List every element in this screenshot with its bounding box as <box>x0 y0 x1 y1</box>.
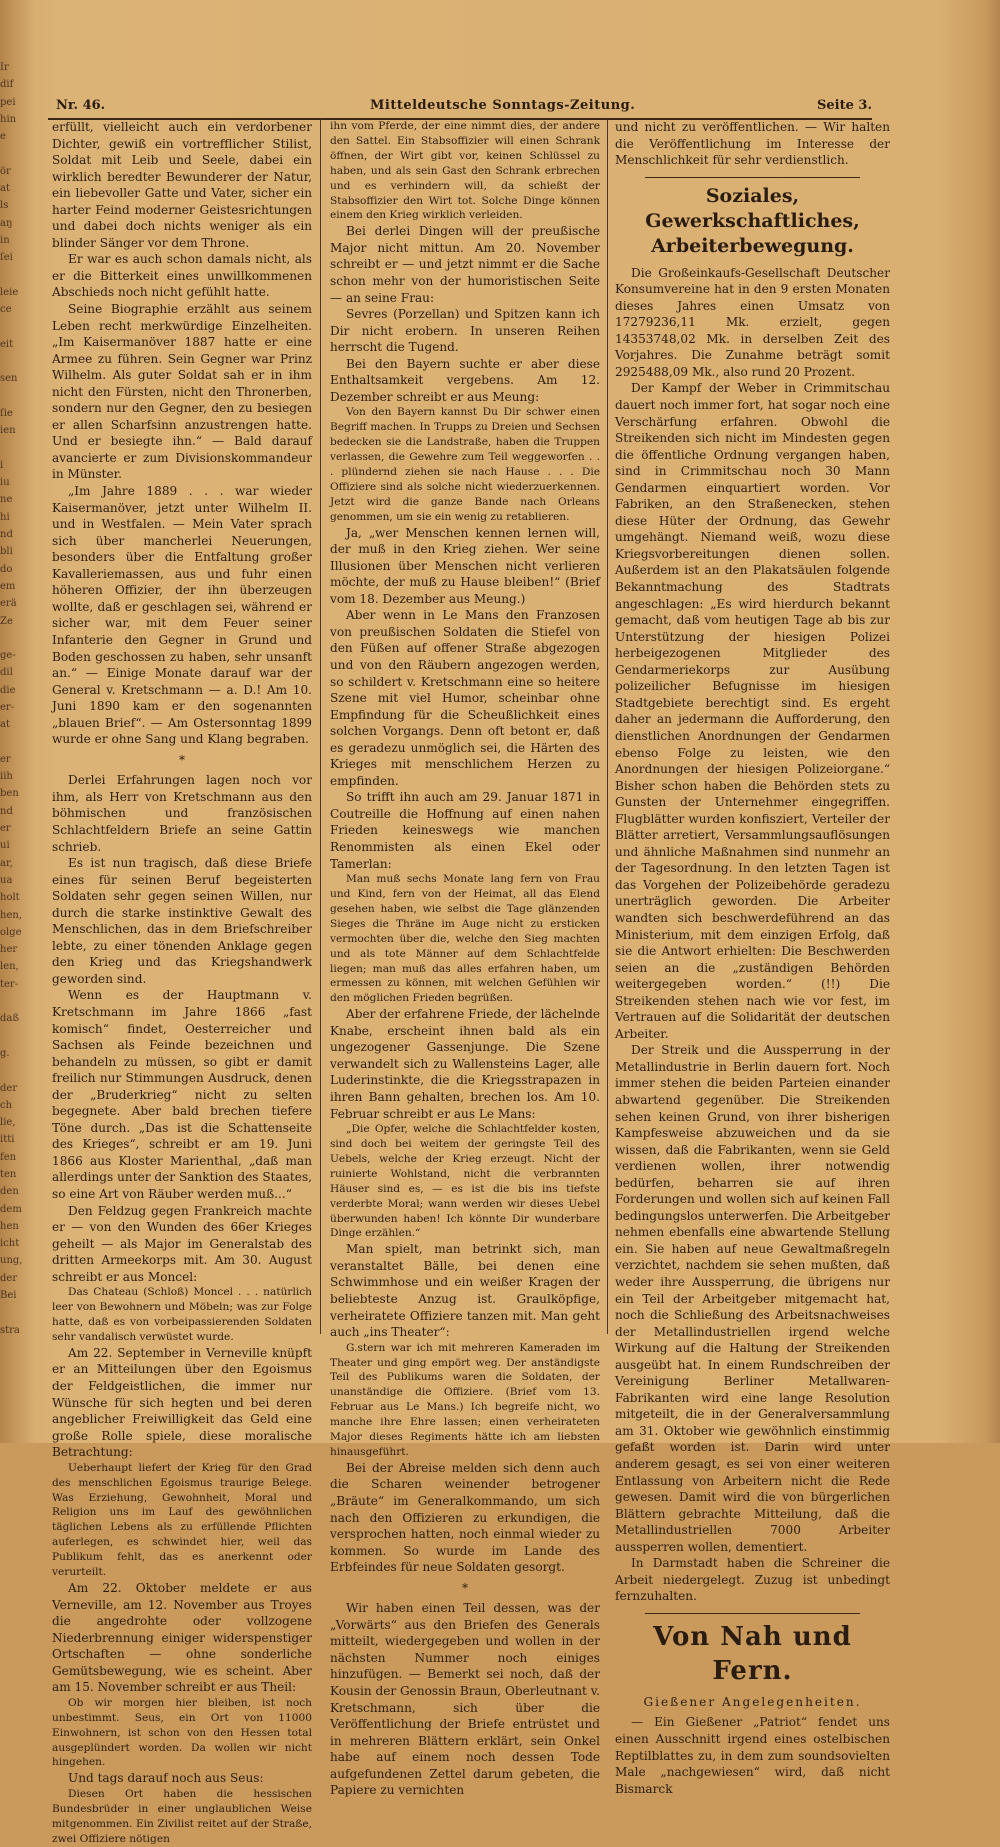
margin-fragment: i <box>0 459 4 471</box>
margin-fragment: aŋ <box>0 217 13 229</box>
margin-fragment: ſei <box>0 252 13 264</box>
margin-fragment: at <box>0 719 10 731</box>
margin-fragment: Ze <box>0 615 13 627</box>
section-heading: Soziales, Gewerkschaftliches, Arbeiterbewegung. <box>645 184 860 257</box>
column-3 <box>615 119 890 1796</box>
article-paragraph: „Im Jahre 1889 . . . war wieder Kaisermanöver, jetzt unter Wilhelm II. und in Westfalen. — Mein Vater sprach sich über mancherlei Neuerungen, besonders über die Entfaltung großer Kavalleriemassen, aus und fuhr einen höheren Offizier, der ihn überzeugen wollte, daß er geschlagen sei, während er sicher war, mit dem Feuer seiner Infanterie den Gegner in Grund und Boden geschossen zu haben, sehr unsanft an.“ — Einige Monate darauf war der General v. Kretschmann — a. D.! Am 10. Juni 1890 kam er den sogenannten „blauen Brief“. — Am Ostersonntag 1899 wurde er ohne Sang und Klang begraben. <box>52 484 312 747</box>
margin-fragment: olge <box>0 926 22 938</box>
left-margin-fragments <box>0 60 34 1360</box>
article-paragraph: Und tags darauf noch aus Seus: <box>68 1771 264 1786</box>
margin-fragment <box>0 146 34 163</box>
article-paragraph: Wir haben einen Teil dessen, was der „Vorwärts“ aus den Briefen des Generals mitteilt, wiedergegeben und wollen in der nächsten Nummer noch einiges hinzufügen. — Bemerkt sei noch, daß der Kousin der Genossin Braun, Oberleutnant v. Kretschmann, sich über die Veröffentlichung der Briefe entrüstet und in mehreren Blättern erklärt, sein Onkel habe auf einem noch dessen Tode aufgefundenen Zettel darum gebeten, die Papiere zu vernichten <box>330 1601 600 1798</box>
margin-fragment: pei <box>0 96 16 108</box>
margin-fragment: e <box>0 131 6 143</box>
section-separator: * <box>178 752 186 767</box>
margin-fragment: der <box>0 1082 18 1094</box>
page-header <box>48 96 872 120</box>
article-paragraph: und nicht zu veröffentlichen. — Wir halten die Veröffentlichung im Interesse der Menschlichkeit für sehr verdienstlich. <box>615 120 890 168</box>
margin-fragment: ce <box>0 304 12 316</box>
margin-fragment: nd <box>0 805 13 817</box>
margin-fragment: in <box>0 234 10 246</box>
margin-fragment: bli <box>0 546 13 558</box>
margin-fragment: do <box>0 563 13 575</box>
margin-fragment: at <box>0 183 10 195</box>
news-item: In Darmstadt haben die Schreiner die Arbeit niedergelegt. Zuzug ist unbedingt fernzuhalten. <box>615 1556 890 1604</box>
margin-fragment: die <box>0 684 16 696</box>
margin-fragment: ar, <box>0 857 13 869</box>
article-paragraph: Wenn es der Hauptmann v. Kretschmann im Jahre 1866 „fast komisch“ findet, Oesterreicher und Sachsen als Feinde bezeichnen und behandeln zu müssen, so gibt er damit freilich nur Stimmungen Ausdruck, denen der „Bruderkrieg“ nicht zu selten begegnete. Aber bald brechen tiefere Töne durch. „Das ist die Schattenseite des Krieges“, schreibt er am 19. Juni 1866 aus Kloster Marienthal, „daß man allerdings unter der Sanktion des Staates, so eine Art von Räuber werden muß...“ <box>52 988 312 1201</box>
margin-fragment <box>0 319 34 336</box>
letter-quote: „Die Opfer, welche die Schlachtfelder kosten, sind doch bei weitem der geringste Teil des Uebels, welche der Krieg erzeugt. Nicht der ruinierte Wohlstand, nicht die verbrannten Häuser sind es, — es ist die bis ins tiefste verderbte Moral; wann werden wir dieses Uebel überwunden haben! Ich könnte Dir wunderbare Dinge erzählen.“ <box>330 1123 600 1240</box>
margin-fragment <box>0 1063 34 1080</box>
margin-fragment: icht <box>0 1238 20 1250</box>
margin-fragment: der <box>0 1272 18 1284</box>
letter-quote: Ueberhaupt liefert der Krieg für den Grad des menschlichen Egoismus traurige Belege. Was Erziehung, Gewohnheit, Moral und Religion uns im Lauf des gewöhnlichen täglichen Lebens als zu erfüllende Pflichten auferlegen, es schwindet hier, weil das Publikum fehlt, das es anerkennt oder verurteilt. <box>52 1461 312 1579</box>
margin-fragment <box>0 735 34 752</box>
section-heading: Von Nah und Fern. <box>653 1621 852 1686</box>
section-rule <box>645 177 860 178</box>
margin-fragment <box>0 1029 34 1046</box>
margin-fragment <box>0 389 34 406</box>
margin-fragment: Bei <box>0 1290 17 1302</box>
article-paragraph: Aber wenn in Le Mans den Franzosen von preußischen Soldaten die Stiefel von den Füßen auf offener Straße abgezogen und von den Räubern angezogen werden, so schildert v. Kretschmann eine so heitere Szene mit viel Humor, scheinbar ohne Empfindung für die Scheußlichkeit eines solchen Vorgangs. Denn oft betont er, daß es geradezu unmöglich sei, die Härten des Krieges mit menschlichem Herzen zu empfinden. <box>330 608 600 788</box>
article-paragraph: Aber der erfahrene Friede, der lächelnde Knabe, erscheint ihnen bald als ein ungezogener Gassenjunge. Die Szene verwandelt sich zu Wallensteins Lager, alle Luderinstinkte, die die Kriegsstrapazen in ihren Bann gehalten, brechen los. Am 10. Februar schreibt er aus Le Mans: <box>330 1007 600 1121</box>
newspaper-title: Mitteldeutsche Sonntags-Zeitung. <box>370 98 636 113</box>
article-paragraph: Bei derlei Dingen will der preußische Major nicht mittun. Am 20. November schreibt er — und jetzt nimmt er die Sache schon mehr von der humoristischen Seite — an seine Frau: <box>330 224 600 305</box>
margin-fragment: ben <box>0 788 19 800</box>
margin-fragment: itti <box>0 1134 15 1146</box>
section-separator: * <box>461 1580 469 1595</box>
margin-fragment: ör <box>0 165 11 177</box>
margin-fragment: ui <box>0 840 10 852</box>
margin-fragment: fen <box>0 1151 17 1163</box>
margin-fragment: ung, <box>0 1255 23 1267</box>
letter-quote: Ob wir morgen hier bleiben, ist noch unbestimmt. Seus, ein Ort von 11000 Einwohnern, ist schon von den Hessen total ausgeplündert worden. Da wollen wir nicht hingehen. <box>52 1696 312 1769</box>
margin-fragment: dif <box>0 79 14 91</box>
margin-fragment: holt <box>0 892 20 904</box>
margin-fragment <box>0 994 34 1011</box>
margin-fragment: hi <box>0 511 10 523</box>
news-item: — Ein Gießener „Patriot“ fendet uns einen Ausschnitt irgend eines ostelbischen Reptilblattes zu, in dem zum soundsovielten Male „nachgewiesen“ wird, daß nicht Bismarck <box>615 1715 890 1796</box>
letter-quote: Diesen Ort haben die hessischen Bundesbrüder in einer unglaublichen Weise mitgenommen. Ein Zivilist reitet auf der Straße, zwei Offiziere nötigen <box>52 1787 312 1845</box>
margin-fragment: er <box>0 753 11 765</box>
margin-fragment: hen <box>0 1220 19 1232</box>
margin-fragment <box>0 268 34 285</box>
article-paragraph: So trifft ihn auch am 29. Januar 1871 in Coutreille die Hoffnung auf einen nahen Frieden keineswegs wie manchen Renommisten als einen Ekel oder Tamerlan: <box>330 790 600 871</box>
news-item: Der Streik und die Aussperrung in der Metallindustrie in Berlin dauern fort. Noch immer stehen die beiden Parteien einander abwartend gegenüber. Die Streikenden sehen keinen Grund, von ihrer bisherigen Kampfesweise abzuweichen und da sie wissen, daß die Fabrikanten, wenn sie Geld verdienen wollen, ihrer notwendig bedürfen, beharren sie auf ihren Forderungen und wollen sich auf keinen Fall bedingungslos unterwerfen. Die Arbeitgeber nehmen ebenfalls eine abwartende Stellung ein. Sie haben auf neue Gewaltmaßregeln verzichtet, nachdem sie sehen mußten, daß weder ihre Aussperrung, die übrigens nur ein Teil der Arbeitgeber mitgemacht hat, noch die Schließung des Arbeitsnachweises der Metallindustriellen irgend welche Wirkung auf die Haltung der Streikenden ausgeübt hat. In einem Rundschreiben der Vereinigung Berliner Metallwaren-Fabrikanten wird eine lange Resolution mitgeteilt, die in der Generalversammlung am 31. Oktober wie gewöhnlich einstimmig gefaßt worden ist. Darin wird unter anderem gesagt, es sei von einer weiteren Entlassung von Arbeitern nicht die Rede gewesen. Damit wird die von bürgerlichen Blättern gebrachte Mitteilung, daß die Metallindustriellen 7000 Arbeiter aussperren wollen, dementiert. <box>615 1043 890 1554</box>
article-paragraph: Seine Biographie erzählt aus seinem Leben recht merkwürdige Einzelheiten. „Im Kaisermanöver 1887 hatte er eine Armee zu führen. Sein Gegner war Prinz Wilhelm. Als guter Soldat sah er in ihm nicht den Fürsten, nicht den Thronerben, sondern nur den Gegner, den zu besiegen er allen Scharfsinn anzustrengen hatte. Und er besiegte ihn.“ — Bald darauf avancierte er zum Divisionskommandeur in Münster. <box>52 302 312 482</box>
margin-fragment: len, <box>0 961 19 973</box>
margin-fragment: Ir <box>0 62 9 73</box>
margin-fragment: g. <box>0 1047 10 1059</box>
margin-fragment: stra <box>0 1324 20 1336</box>
margin-fragment: nd <box>0 529 13 541</box>
margin-fragment: iih <box>0 771 13 783</box>
article-paragraph: Am 22. September in Verneville knüpft er an Mitteilungen über den Egoismus der Feldgeistlichen, die immer nur Wünsche für sich hegten und bei deren angeblicher Freiwilligkeit das Geld eine große Rolle spiele, diese moralische Betrachtung: <box>52 1345 312 1460</box>
margin-fragment: sen <box>0 373 18 385</box>
article-paragraph: Man spielt, man betrinkt sich, man veranstaltet Bälle, bei denen eine Schwimmhose und ein weißer Kragen der beliebteste Anzug ist. Graulköpfige, verheiratete Offiziere tanzen mit. Man geht auch „ins Theater“: <box>330 1242 600 1340</box>
margin-fragment <box>0 1305 34 1322</box>
margin-fragment <box>0 631 34 648</box>
margin-fragment: er- <box>0 701 15 713</box>
margin-fragment: her <box>0 944 18 956</box>
margin-fragment <box>0 354 34 371</box>
margin-fragment: ten <box>0 1169 17 1180</box>
article-paragraph: Derlei Erfahrungen lagen noch vor ihm, als Herr von Kretschmann aus den böhmischen und französischen Schlachtfeldern Briefe an seine Gattin schrieb. <box>52 773 312 854</box>
margin-fragment: iu <box>0 477 10 489</box>
article-paragraph: Den Feldzug gegen Frankreich machte er — von den Wunden des 66er Krieges geheilt — als Major im Generalstab des dritten Armeekorps mit. Am 30. August schreibt er aus Moncel: <box>52 1203 312 1284</box>
article-paragraph: Ja, „wer Menschen kennen lernen will, der muß in den Krieg ziehen. Wer seine Illusionen über Menschen nicht verlieren möchte, der muß zu Hause bleiben!“ (Brief vom 18. Dezember aus Meung.) <box>330 525 600 606</box>
margin-fragment: hin <box>0 113 17 125</box>
news-item: Die Großeinkaufs-Gesellschaft Deutscher Konsumvereine hat in den 9 ersten Monaten dieses Jahres einen Umsatz von 17279236,11 Mk. erzielt, gegen 14353748,02 Mk. in derselben Zeit des Vorjahres. Die Zunahme beträgt somit 2925488,09 Mk., also rund 20 Prozent. <box>615 265 890 379</box>
margin-fragment: ſie <box>0 407 13 419</box>
article-paragraph: Bei den Bayern suchte er aber diese Enthaltsamkeit vergebens. Am 12. Dezember schreibt er aus Meung: <box>330 356 600 404</box>
letter-quote: Von den Bayern kannst Du Dir schwer einen Begriff machen. In Trupps zu Dreien und Sechsen bedecken sie die Landstraße, haben die Truppen verlassen, die Gewehre zum Teil weggeworfen . . . plündernd ziehen sie nach Hause . . . Die Offiziere sind als solche nicht wiederzuerkennen. Jetzt wird die ganze Bande nach Orleans genommen, um sie ein wenig zu retablieren. <box>330 406 600 523</box>
margin-fragment <box>0 441 34 458</box>
news-item: Der Kampf der Weber in Crimmitschau dauert noch immer fort, hat sogar noch eine Verschärfung erfahren. Obwohl die Streikenden sich nicht im Mindesten gegen die öffentliche Ordnung vergangen haben, sind in Crimmitschau noch 30 Mann Gendarmen einquartiert worden. Vor Fabriken, an den Straßenecken, stehen diese Hüter der Ordnung, das Gewehr umgehängt. Niemand weiß, wozu diese Kriegsvorbereitungen dienen sollen. Außerdem ist an den Plakatsäulen folgende Bekanntmachung des Stadtrats angeschlagen: „Es wird hierdurch bekannt gemacht, daß vom heutigen Tage ab bis zur Unterstützung der hiesigen Polizei herbeigezogenen Mitglieder des Gendarmeriekorps zur Ausübung polizeilicher Befugnisse im hiesigen Stadtgebiete berechtigt sind. Es ergeht daher an jedermann die Aufforderung, den dienstlichen Anordnungen der Gendarmen ebenso Folge zu leisten, wie den Anordnungen der hiesigen Polizeiorgane.“ Bisher schon haben die Behörden stets zu Gunsten der Unternehmer eingegriffen. Flugblätter wurden konfisziert, Verteiler der Blätter arretiert, Versammlungsauflösungen und ähnliche Maßnahmen sind nunmehr an der Tagesordnung. In den letzten Tagen ist das Vorgehen der Polizeibehörde geradezu unerträglich geworden. Die Arbeiter wandten sich beschwerdeführend an das Ministerium, mit dem einzigen Erfolg, daß sie die Antwort erhielten: Die Beschwerden seien an die „zuständigen Behörden weitergegeben worden.“ (!!) Die Streikenden stehen nach wie vor fest, im Vertrauen auf die Solidarität der deutschen Arbeiter. <box>615 381 890 1041</box>
column-1 <box>52 119 312 1845</box>
letter-quote: Man muß sechs Monate lang fern von Frau und Kind, fern von der Heimat, all das Elend gesehen haben, wie selbst die Tage glänzenden Sieges die Thräne im Auge nicht zu ersticken vermochten über die, welche den Sieg machten und als tote Männer auf dem Schlachtfelde liegen; man muß das alles erfahren haben, um ermessen zu können, mit welchen Gefühlen wir den möglichen Frieden begrüßen. <box>330 873 600 1005</box>
margin-fragment: den <box>0 1186 19 1198</box>
article-paragraph: erfüllt, vielleicht auch ein verdorbener Dichter, gewiß ein vortrefflicher Stilist, Soldat mit Leib und Seele, dabei ein wirklich beredter Bewunderer der Natur, ein liebevoller Gatte und Vater, sicher ein harter Feind moderner Geistesrichtungen und dabei doch nichts weniger als ein blinder Sänger vor dem Throne. <box>52 120 312 250</box>
article-paragraph: Am 22. Oktober meldete er aus Verneville, am 12. November aus Troyes die angedrohte oder vollzogene Niederbrennung einiger widerspenstiger Ortschaften — ohne sonderliche Gemütsbewegung, wie es scheint. Aber am 15. November schreibt er aus Theil: <box>52 1580 312 1695</box>
letter-quote: Das Chateau (Schloß) Moncel . . . natürlich leer von Bewohnern und Möbeln; was zur Folge hatte, daß es von vorbeipassierenden Soldaten sehr vandalisch verwüstet wurde. <box>52 1286 312 1343</box>
margin-fragment: dem <box>0 1203 22 1215</box>
page-number: Seite 3. <box>817 98 872 113</box>
margin-fragment: erä <box>0 598 17 610</box>
margin-fragment: leie <box>0 286 19 298</box>
column-divider <box>320 119 321 1334</box>
margin-fragment: ua <box>0 874 13 886</box>
article-paragraph: Bei der Abreise melden sich denn auch die Scharen weinender betrogener „Bräute“ im Generalkommando, um sich nach den Offizieren zu erkundigen, die versprochen hatten, noch einmal wieder zu kommen. So wurde im Lande des Erbfeindes für neue Soldaten gesorgt. <box>330 1460 600 1575</box>
article-paragraph: Er war es auch schon damals nicht, als er die Bitterkeit eines unwillkommenen Abschieds noch nicht gefühlt hatte. <box>52 252 312 300</box>
margin-fragment: ne <box>0 494 13 506</box>
margin-fragment: ter- <box>0 978 19 990</box>
subsection-heading: Gießener Angelegenheiten. <box>643 1694 862 1709</box>
margin-fragment: hen, <box>0 909 22 921</box>
letter-quote: ihn vom Pferde, der eine nimmt dies, der andere den Sattel. Ein Stabsoffizier will einen Schrank öffnen, der Wirt gibt vor, keinen Schlüssel zu haben, und als sein Gast den Schrank erbrechen und es verhindern will, da schießt der Stabsoffizier den Wirt tot. Solche Dinge können einem den Krieg wirklich verleiden. <box>330 120 600 222</box>
column-2 <box>330 119 600 1798</box>
margin-fragment: eit <box>0 338 14 350</box>
article-paragraph: Es ist nun tragisch, daß diese Briefe eines für seinen Beruf begeisterten Soldaten sehr gegen seinen Willen, nur durch die starke instinktive Gewalt des Menschlichen, das in dem Briefschreiber lebte, zu einer tönenden Anklage gegen den Krieg und das Kriegshandwerk geworden sind. <box>52 856 312 986</box>
margin-fragment: ch <box>0 1099 13 1111</box>
margin-fragment: dil <box>0 667 13 679</box>
margin-fragment: em <box>0 580 16 592</box>
margin-fragment: lie, <box>0 1117 16 1129</box>
letter-quote: G.stern war ich mit mehreren Kameraden im Theater und ging empört weg. Der anständigste Teil des Publikums waren die Soldaten, der unanständige die Offiziere. (Brief vom 13. Februar aus Le Mans.) Ich begreife nicht, wo manche ihre Ehre lassen; einen verheirateten Major dieses Regiments hätte ich am liebsten hinausgeführt. <box>330 1341 600 1458</box>
article-paragraph: Sevres (Porzellan) und Spitzen kann ich Dir nicht erobern. In unseren Reihen herrscht die Tugend. <box>330 307 600 355</box>
column-divider <box>607 119 608 1334</box>
margin-fragment: ls <box>0 200 9 212</box>
section-rule <box>645 1613 860 1614</box>
margin-fragment: er <box>0 823 11 835</box>
margin-fragment: daß <box>0 1013 20 1025</box>
margin-fragment: ien <box>0 425 16 437</box>
margin-fragment: ge- <box>0 650 16 662</box>
issue-number: Nr. 46. <box>56 98 106 113</box>
